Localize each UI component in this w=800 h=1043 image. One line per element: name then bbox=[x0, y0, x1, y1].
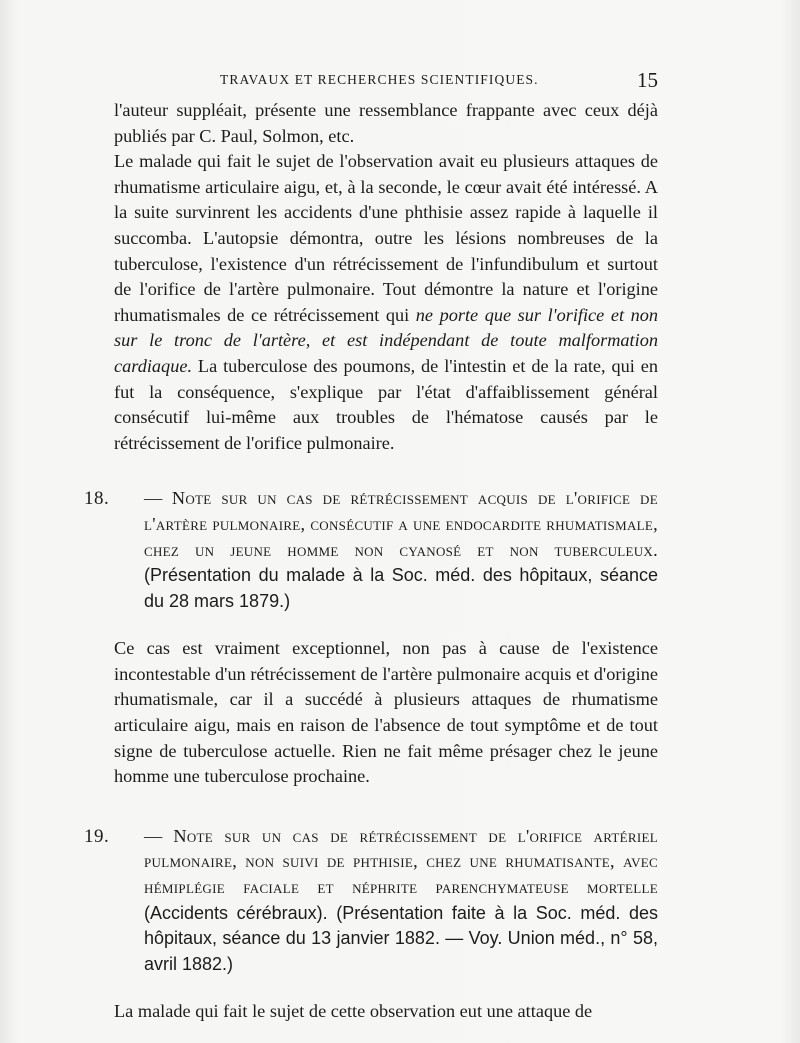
running-title: TRAVAUX ET RECHERCHES SCIENTIFIQUES. bbox=[220, 72, 539, 87]
paragraph-observation-text-a: Le malade qui fait le sujet de l'observation avait eu plusieurs attaques de rhumatisme articulaire aigu, et, à la seconde, le cœur avait été intéressé. A la suite survinrent les accidents d'une phthisie assez rapide à laquelle il succomba. L'autopsie démontra, outre les lésions nombreuses de la tuberculose, l'existence d'un rétrécissement de l'infundibulum et surtout de l'orifice de l'artère pulmonaire. Tout démontre la nature et l'origine rhumatismales de ce rétrécissement qui bbox=[114, 151, 658, 325]
entry-19 bbox=[86, 824, 658, 978]
paragraph-observation-emphasis: ne porte que sur l'orifice et non sur le tronc de l'artère, et est indépendant de toute malformation cardiaque. bbox=[114, 304, 658, 376]
page-header bbox=[114, 70, 658, 94]
paragraph-continued: l'auteur suppléait, présente une ressemblance frappante avec ceux déjà publiés par C. Paul, Solmon, etc. bbox=[114, 100, 658, 146]
entry-19-number: 19. bbox=[84, 825, 110, 847]
paragraph-observation bbox=[114, 149, 658, 456]
entry-18-title: Note sur un cas de rétrécissement acquis de l'orifice de l'artère pulmonaire, consécutif a une endocardite rhumatismale, chez un jeune homme non cyanosé et non tuberculeux. bbox=[144, 488, 658, 560]
entry-18-presentation: (Présentation du malade à la Soc. méd. des hôpitaux, séance du 28 mars 1879.) bbox=[144, 565, 658, 611]
entry-18-number: 18. bbox=[84, 488, 110, 510]
entry-18 bbox=[86, 486, 658, 614]
page-number: 15 bbox=[637, 68, 658, 92]
entry-19-title: Note sur un cas de rétrécissement de l'orifice artériel pulmonaire, non suivi de phthisie, chez une rhumatisante, avec hémiplégie faciale et néphrite parenchymateuse mortelle bbox=[144, 825, 658, 898]
page-body bbox=[84, 98, 658, 1025]
entry-19-presentation: (Accidents cérébraux). (Présentation faite à la Soc. méd. des hôpitaux, séance du 13 janvier 1882. — Voy. Union méd., n° 58, avril 1882.) bbox=[144, 902, 658, 974]
paragraph-observation-text-b: La tuberculose des poumons, de l'intestin et de la rate, qui en fut la conséquence, s'explique par l'état d'affaiblissement général consécutif lui-même aux troubles de l'hématose causés par le rétrécissement de l'orifice pulmonaire. bbox=[114, 355, 658, 453]
entry-18-dash: — bbox=[144, 488, 163, 509]
paragraph-final: La malade qui fait le sujet de cette observation eut une attaque de bbox=[114, 1001, 593, 1022]
paragraph-exceptional-case: Ce cas est vraiment exceptionnel, non pas à cause de l'existence incontestable d'un rétrécissement de l'artère pulmonaire acquis et d'origine rhumatismale, car il a succédé à plusieurs attaques de rhumatisme articulaire aigu, mais en raison de l'absence de tout symptôme et de tout signe de tuberculose actuelle. Rien ne fait même présager chez le jeune homme une tuberculose prochaine. bbox=[114, 638, 658, 787]
entry-19-dash: — bbox=[144, 825, 163, 846]
